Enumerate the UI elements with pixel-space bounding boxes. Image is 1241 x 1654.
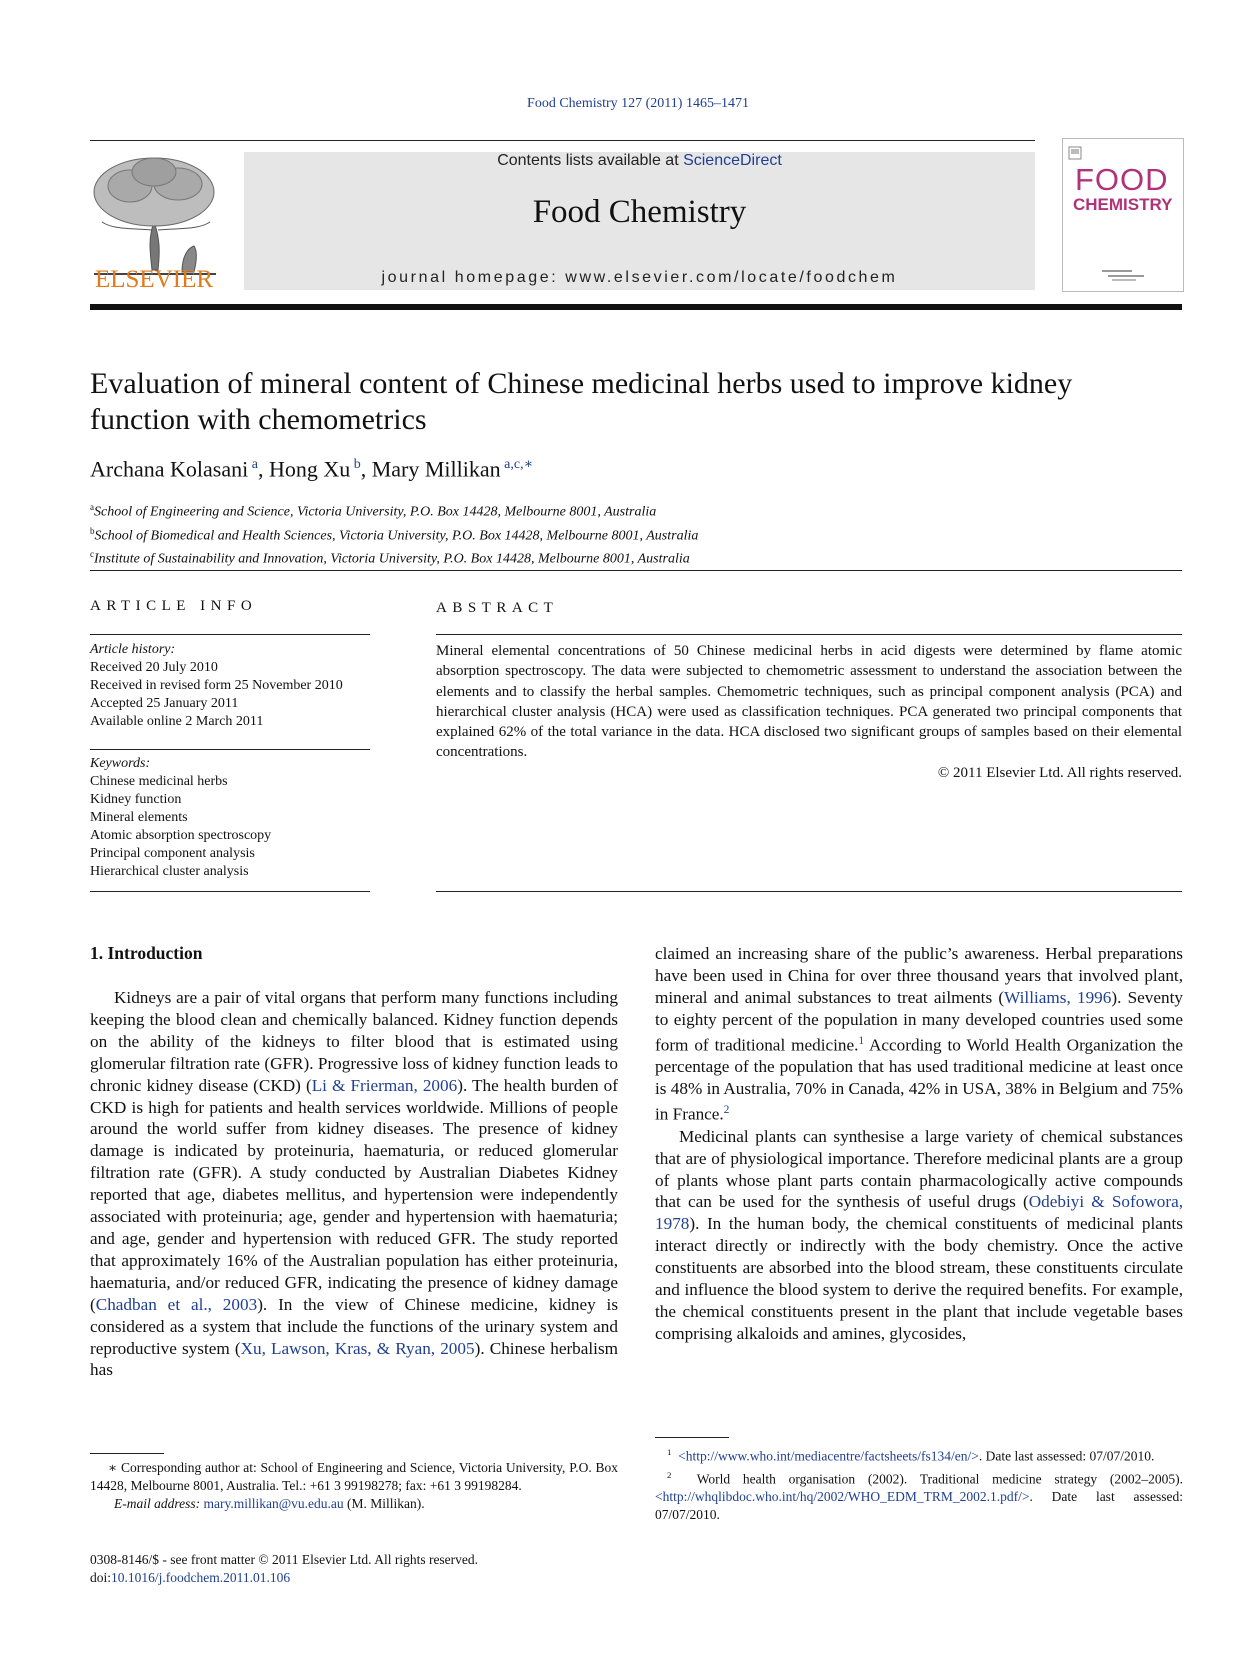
author-name: Hong Xu [268,456,351,482]
author-list: Archana Kolasani $^a$, Hong Xu $^b$, Mary Millikan $^{a,c,∗}$ [90,456,534,482]
history-label: Article history: [90,642,176,657]
keyword: Chinese medicinal herbs [90,774,228,789]
citation-link[interactable]: Li & Frierman, 2006 [311,1075,458,1095]
info-divider [90,749,370,750]
elsevier-wordmark: ELSEVIER [94,266,214,293]
citation-link[interactable]: Xu, Lawson, Kras, & Ryan, 2005 [240,1338,475,1358]
article-history [90,641,343,731]
footnote: $^2$ World health organisation (2002). Traditional medicine strategy (2002–2005). <http://whqlibdoc.who.int/hq/2002/WHO_EDM_TRM_2002.1.pdf/>. Date last assessed: 07/07/2010. [655,1469,1183,1522]
contents-prefix: Contents lists available at [497,152,684,169]
contents-available-line [244,152,1035,170]
affiliation-line: $^a$School of Engineering and Science, Victoria University, P.O. Box 14428, Melbourne 8001, Australia [90,502,657,520]
info-divider [90,891,370,892]
keyword: Kidney function [90,792,182,807]
keywords [90,755,271,881]
footnote-url-link[interactable]: <http://whqlibdoc.who.int/hq/2002/WHO_EDM_TRM_2002.1.pdf/> [655,1489,1030,1504]
cover-chemistry-word: CHEMISTRY [1073,195,1173,214]
affiliation-divider [90,570,1182,571]
affiliations [90,498,698,569]
footnote-mark: ∗ [108,1460,118,1475]
journal-reference-link[interactable]: Food Chemistry 127 (2011) 1465–1471 [527,96,749,111]
paragraph: claimed an increasing share of the public’s awareness. Herbal preparations have been used in China for over three thousand years that involved plant, mineral and animal substances to treat ailments (Williams, 1996). Seventy to eighty percent of the population in many developed countries used some form of traditional medicine.$^1$ According to World Health Organization the percentage of the population that has used traditional medicine at least once is 48% in Australia, 70% in Canada, 42% in USA, 38% in Belgium and 75% in France.$^2$ [655,944,1183,1124]
journal-title: Food Chemistry [532,194,747,230]
doi-line: doi:10.1016/j.foodchem.2011.01.106 [90,1570,291,1585]
right-column [655,943,1183,1345]
email-suffix: (M. Millikan). [343,1496,425,1511]
affiliation-line: $^b$School of Biomedical and Health Sciences, Victoria University, P.O. Box 14428, Melbourne 8001, Australia [90,525,699,544]
history-item: Received 20 July 2010 [90,660,218,675]
affiliation-line: $^c$Institute of Sustainability and Innovation, Victoria University, P.O. Box 14428, Melbourne 8001, Australia [90,549,690,567]
abstract-copyright: © 2011 Elsevier Ltd. All rights reserved. [937,764,1182,781]
keyword: Hierarchical cluster analysis [90,864,249,879]
front-matter [90,1551,478,1587]
journal-homepage[interactable]: journal homepage: www.elsevier.com/locate/foodchem [381,269,898,286]
history-item: Available online 2 March 2011 [90,714,264,729]
citation-link[interactable]: Odebiyi & Sofowora, 1978 [655,1192,1183,1234]
footnote-marker[interactable]: 2 [723,1104,730,1117]
footnote-rule [90,1453,164,1454]
keywords-label: Keywords: [90,756,151,771]
keyword: Atomic absorption spectroscopy [90,828,272,843]
footnote: $^1$ <http://www.who.int/mediacentre/factsheets/fs134/en/>. Date last assessed: 07/07/2010. [667,1447,1155,1464]
abstract-heading: ABSTRACT [436,600,559,616]
abstract-divider [436,891,1182,892]
email-link[interactable]: mary.millikan@vu.edu.au [203,1496,344,1511]
article-title: Evaluation of mineral content of Chinese medicinal herbs used to improve kidney function with chemometrics [90,367,1073,436]
paragraph: Kidneys are a pair of vital organs that perform many functions including keeping the blood clean and chemically balanced. Kidney function depends on the ability of the kidneys to filter blood that is estimated using glomerular filtration rate (GFR). Progressive loss of kidney function leads to chronic kidney disease (CKD) (Li & Frierman, 2006). The health burden of CKD is high for patients and health services worldwide. Millions of people around the world suffer from kidney diseases. The presence of kidney damage is indicated by proteinuria, haematuria, or reduced glomerular filtration rate (GFR). A study conducted by Australian Diabetes Kidney reported that age, diabetes mellitus, and hypertension were independently associated with proteinuria; age, gender and hypertension with haematuria; and age, gender and hypertension with reduced GFR. The study reported that approximately 16% of the Australian population has either proteinuria, haematuria, and/or reduced GFR, indicating the presence of kidney damage (Chadban et al., 2003). In the view of Chinese medicine, kidney is considered as a system that include the functions of the urinary system and reproductive system (Xu, Lawson, Kras, & Ryan, 2005). Chinese herbalism has [90,988,619,1380]
section-title: 1. Introduction [90,943,203,963]
front-matter-line: 0308-8146/$ - see front matter © 2011 Elsevier Ltd. All rights reserved. [90,1552,479,1567]
paragraph: Medicinal plants can synthesise a large variety of chemical substances that are of physiological importance. Therefore medicinal plants are a group of plants whose plant parts contain pharmacologically active compounds that can be used for the synthesis of useful drugs (Odebiyi & Sofowora, 1978). In the human body, the chemical constituents of medicinal plants interact directly or indirectly with the body chemistry. Once the active constituents are absorbed into the blood stream, these constituents circulate and influence the blood system to derive the required benefits. For example, the chemical constituents present in the plant that include vegetable bases comprising alkaloids and amines, glycosides, [655,1126,1183,1343]
author-affil-marker[interactable]: a [251,457,258,472]
keyword: Principal component analysis [90,846,255,861]
abstract-text: Mineral elemental concentrations of 50 Chinese medicinal herbs in acid digests were determined by flame atomic absorption spectroscopy. The data were subjected to chemometric assessment to understand the association between the elements and to classify the herbal samples. Chemometric techniques, such as principal component analysis (PCA) and hierarchical cluster analysis (HCA) were used as classification techniques. PCA generated two principal components that explained 62% of the total variance in the data. HCA disclosed two significant groups of samples based on their elemental concentrations. [436,643,1182,761]
article-info-heading: ARTICLE INFO [90,598,258,614]
footnote-url-link[interactable]: <http://www.who.int/mediacentre/factsheets/fs134/en/> [678,1448,979,1464]
author-affil-marker[interactable]: a,c,∗ [504,457,534,472]
email-label: E-mail address: [114,1496,201,1511]
header-divider [90,140,1035,141]
header-thick-rule [90,304,1182,310]
author-affil-marker[interactable]: b [353,457,361,472]
corresponding-text: Corresponding author at: School of Engineering and Science, Victoria University, P.O. Box 14428, Melbourne 8001, Australia. Tel.: +61 3 99198278; fax: +61 3 99198284. [90,1460,618,1493]
cover-publisher-mark [1100,268,1150,282]
history-item: Received in revised form 25 November 2010 [90,678,343,693]
citation-link[interactable]: Williams, 1996 [1004,987,1112,1007]
keyword: Mineral elements [90,810,188,825]
author-name: Archana Kolasani [90,456,249,482]
corresponding-author-note [90,1459,618,1513]
info-divider [90,634,370,635]
left-column [90,987,618,1381]
doi-link[interactable]: 10.1016/j.foodchem.2011.01.106 [111,1570,291,1585]
footnotes-right [655,1443,1183,1524]
history-item: Accepted 25 January 2011 [90,696,239,711]
abstract-divider [436,634,1182,635]
abstract-body [436,641,1182,783]
citation-link[interactable]: Chadban et al., 2003 [95,1294,258,1314]
sciencedirect-link[interactable]: ScienceDirect [683,152,782,169]
footnote-marker[interactable]: 1 [858,1034,865,1047]
author-name: Mary Millikan [371,456,501,482]
cover-food-word: FOOD [1075,162,1169,197]
footnote-rule [655,1437,729,1438]
cover-corner-icon [1068,146,1082,160]
